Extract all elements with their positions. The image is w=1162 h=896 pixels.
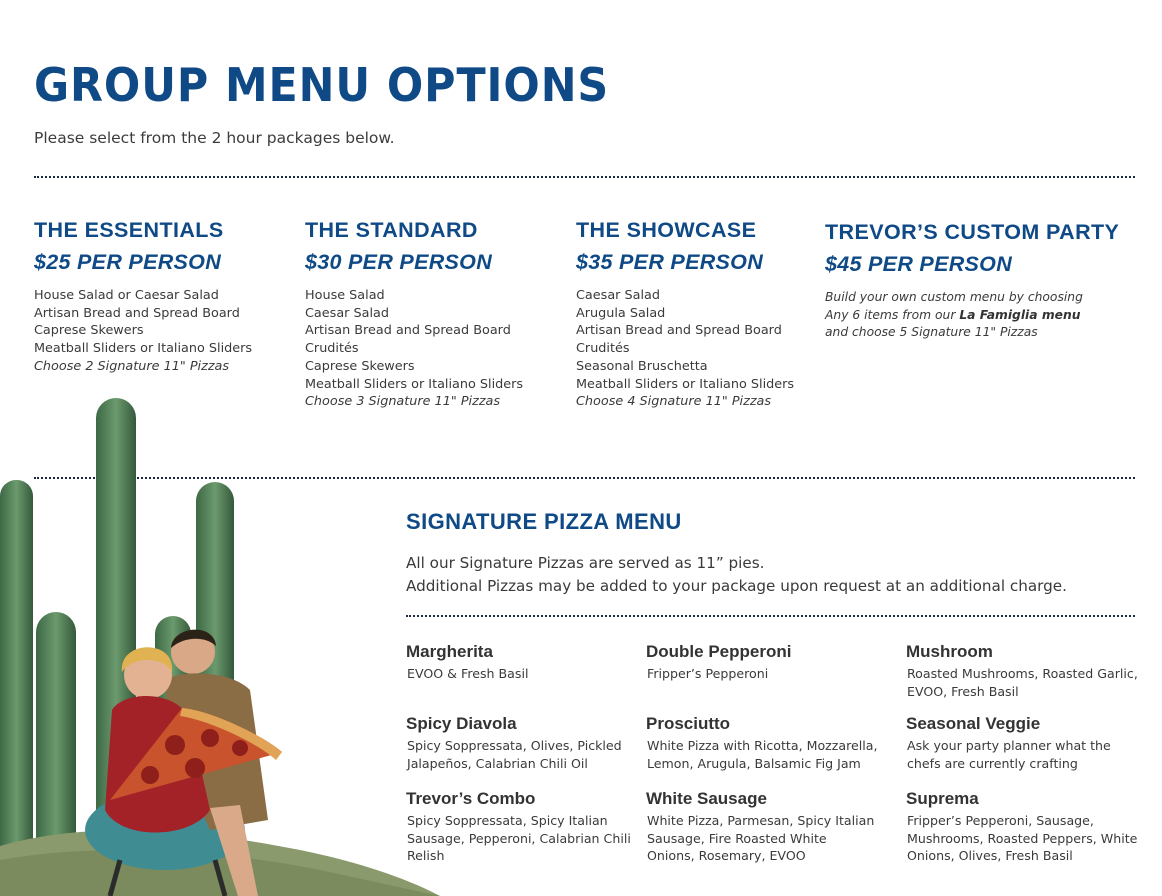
package-item: Caprese Skewers — [305, 358, 415, 374]
pizza-name: Prosciutto — [646, 714, 731, 733]
package-pizza-note: Choose 2 Signature 11" Pizzas — [34, 358, 230, 374]
package-standard — [305, 218, 523, 411]
package-item: Arugula Salad — [576, 305, 666, 321]
package-item: House Salad or Caesar Salad — [34, 288, 219, 303]
pizza-description: Spicy Soppressata, Olives, Pickled Jalapeños, Calabrian Chili Oil — [407, 738, 622, 771]
pizza-name: Suprema — [906, 789, 979, 808]
pizza-name: White Sausage — [646, 789, 767, 808]
package-price: $45 PER PERSON — [825, 252, 1013, 276]
pepperoni — [165, 735, 185, 755]
package-name: THE ESSENTIALS — [34, 218, 224, 242]
pizza-description: Roasted Mushrooms, Roasted Garlic, EVOO, Fresh Basil — [907, 666, 1138, 699]
package-custom-party — [825, 220, 1119, 342]
pepperoni — [141, 766, 159, 784]
divider-signature — [406, 615, 1135, 617]
package-price: $25 PER PERSON — [34, 250, 222, 274]
pizza-description: Fripper’s Pepperoni — [647, 666, 769, 681]
package-item: Meatball Sliders or Italiano Sliders — [305, 376, 524, 392]
la-famiglia-menu-link: La Famiglia menu — [959, 307, 1081, 322]
pizza-description: Fripper’s Pepperoni, Sausage, Mushrooms, Roasted Peppers, White Onions, Olives, Fresh Basil — [907, 813, 1138, 863]
pizza-item — [906, 642, 1138, 700]
package-item: Artisan Bread and Spread Board — [34, 305, 240, 321]
pizza-name: Trevor’s Combo — [406, 789, 536, 808]
package-price: $30 PER PERSON — [305, 250, 493, 274]
pizza-name: Margherita — [406, 642, 493, 661]
pizza-name: Double Pepperoni — [646, 642, 792, 661]
package-item: Meatball Sliders or Italiano Sliders — [34, 341, 253, 357]
package-name: THE STANDARD — [305, 218, 478, 242]
package-item-list — [34, 287, 252, 376]
package-item: Caesar Salad — [305, 305, 389, 321]
pizza-name: Mushroom — [906, 642, 993, 661]
pizza-name: Spicy Diavola — [406, 714, 517, 733]
pizza-item — [646, 642, 878, 683]
divider-top — [34, 176, 1135, 178]
package-essentials — [34, 218, 252, 376]
package-item-list — [576, 287, 794, 411]
pizza-item — [406, 789, 638, 865]
package-item: Seasonal Bruschetta — [576, 358, 708, 374]
signature-menu-title: SIGNATURE PIZZA MENU — [406, 509, 682, 534]
pizza-description: White Pizza with Ricotta, Mozzarella, Lemon, Arugula, Balsamic Fig Jam — [647, 738, 878, 771]
package-name: THE SHOWCASE — [576, 218, 757, 242]
custom-description — [825, 289, 1119, 342]
pepperoni — [201, 729, 219, 747]
cactus-couple-illustration — [0, 390, 440, 896]
pizza-description: Ask your party planner what the chefs are currently crafting — [907, 738, 1111, 771]
pizza-item — [646, 789, 878, 865]
package-item: Crudités — [305, 341, 359, 357]
package-showcase — [576, 218, 794, 411]
package-name: TREVOR’S CUSTOM PARTY — [825, 220, 1120, 244]
custom-line: Build your own custom menu by choosing — [825, 290, 1083, 304]
package-item: Caesar Salad — [576, 288, 660, 303]
pizza-description: Spicy Soppressata, Spicy Italian Sausage, Pepperoni, Calabrian Chili Relish — [407, 813, 631, 863]
pizza-name: Seasonal Veggie — [906, 714, 1041, 733]
package-item: Crudités — [576, 341, 630, 357]
package-item: Meatball Sliders or Italiano Sliders — [576, 376, 795, 392]
package-item: Artisan Bread and Spread Board — [305, 323, 511, 339]
pizza-description: White Pizza, Parmesan, Spicy Italian Sausage, Fire Roasted White Onions, Rosemary, EVOO — [647, 813, 875, 863]
cactus-shape — [0, 480, 33, 896]
page-subtitle: Please select from the 2 hour packages below. — [34, 129, 395, 147]
custom-line-prefix: Any 6 items from our — [825, 307, 960, 322]
pizza-item — [406, 642, 638, 683]
pizza-description: EVOO & Fresh Basil — [407, 666, 529, 681]
pepperoni — [185, 758, 205, 778]
signature-menu-intro — [406, 552, 1067, 598]
package-item: Caprese Skewers — [34, 323, 144, 339]
package-pizza-note: Choose 3 Signature 11" Pizzas — [305, 394, 501, 410]
page-title: GROUP MENU OPTIONS — [34, 58, 610, 112]
pizza-item — [406, 714, 638, 772]
pizza-item — [646, 714, 878, 772]
pepperoni — [232, 740, 248, 756]
intro-line: All our Signature Pizzas are served as 11” pies. — [406, 554, 765, 572]
package-item: Artisan Bread and Spread Board — [576, 323, 782, 339]
package-pizza-note: Choose 4 Signature 11" Pizzas — [576, 394, 772, 410]
pizza-item — [906, 714, 1138, 772]
package-item: House Salad — [305, 288, 385, 303]
intro-line: Additional Pizzas may be added to your package upon request at an additional charge. — [406, 577, 1067, 595]
custom-line: and choose 5 Signature 11" Pizzas — [825, 325, 1038, 340]
package-price: $35 PER PERSON — [576, 250, 764, 274]
pizza-item — [906, 789, 1138, 865]
custom-line — [825, 307, 1119, 325]
